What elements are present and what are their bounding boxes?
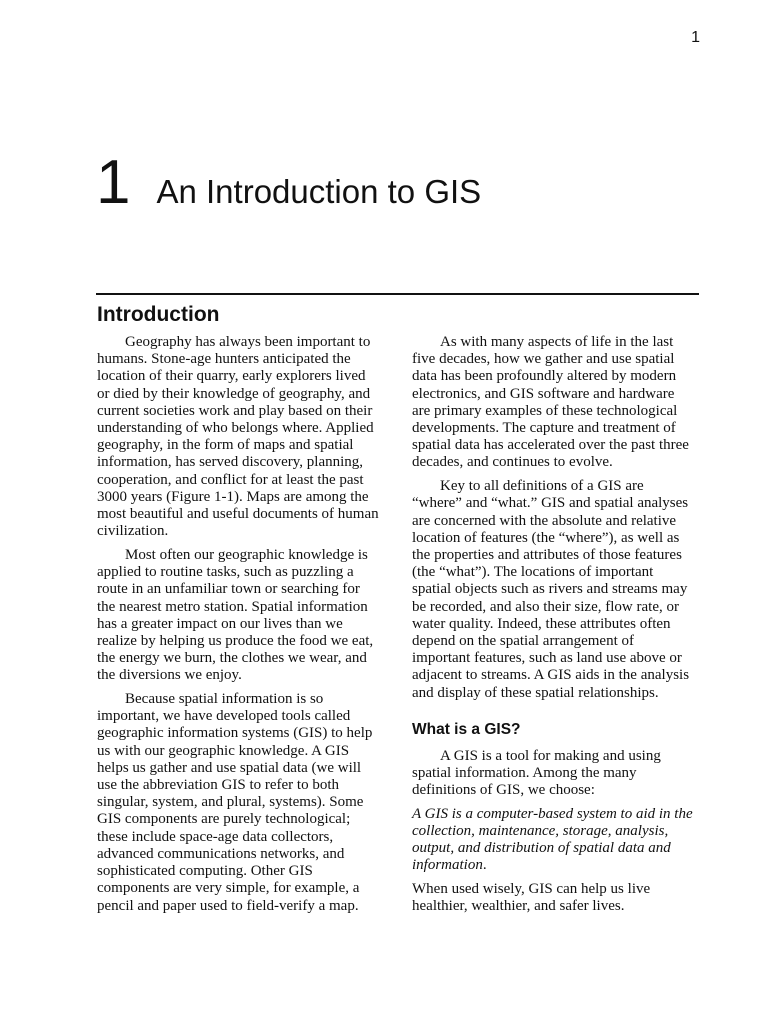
- gis-definition: [412, 806, 695, 875]
- paragraph: Geography has always been important to humans. Stone-age hunters anticipated the location of their quarry, early explorers lived or died by their knowledge of geography, and current societies work and play based on their understanding of who belongs where. Applied geography, in the form of maps and spatial information, has served discovery, planning, cooperation, and conflict for at least the past 3000 years (Figure 1-1). Maps are among the most beautiful and useful documents of human civilization.: [97, 334, 379, 540]
- paragraph: Most often our geographic knowledge is applied to routine tasks, such as puzzling a route in an unfamiliar town or searching for the nearest metro station. Spatial information has a greater impact on our lives than we realize by helping us produce the food we eat, the energy we burn, the clothes we wear, and the diversions we enjoy.: [97, 546, 374, 684]
- subsection-heading: What is a GIS?: [412, 720, 521, 738]
- right-column: [412, 334, 695, 922]
- chapter-number: 1: [96, 148, 131, 217]
- paragraph: As with many aspects of life in the last five decades, how we gather and use spatial data has been profoundly altered by modern electronics, and GIS software and hardware are primary examples of these technological developments. The capture and treatment of spatial data has accelerated over the past three decades, and continues to evolve.: [412, 334, 689, 471]
- chapter-heading: [96, 148, 481, 227]
- chapter-title: An Introduction to GIS: [156, 173, 482, 210]
- page-number: 1: [691, 29, 700, 46]
- section-divider: [96, 293, 699, 295]
- section-heading: Introduction: [97, 303, 220, 326]
- left-column: [97, 334, 380, 921]
- definition-text: A GIS is a computer-based system to aid in the collection, maintenance, storage, analysis, output, and distribution of spatial data and information: [412, 805, 693, 874]
- closing-paragraph: When used wisely, GIS can help us live healthier, wealthier, and safer lives.: [412, 881, 651, 915]
- paragraph: A GIS is a tool for making and using spatial information. Among the many definitions of GIS, we choose:: [412, 747, 661, 799]
- paragraph: Key to all definitions of a GIS are “where” and “what.” GIS and spatial analyses are concerned with the absolute and relative location of features (the “where”), as well as the properties and attributes of those features (the “what”). The locations of important spatial objects such as rivers and streams may be recorded, and also their size, flow rate, or water quality. Indeed, these attributes often depend on the spatial arrangement of important features, such as land use above or adjacent to streams. A GIS aids in the analysis and display of these spatial relationships.: [412, 478, 690, 701]
- paragraph: Because spatial information is so important, we have developed tools called geographic information systems (GIS) to help us with our geographic knowledge. A GIS helps us gather and use spatial data (we will use the abbreviation GIS to refer to both singular, system, and plural, systems). Some GIS components are purely technological; these include space-age data collectors, advanced communications networks, and sophisticated computing. Other GIS components are very simple, for example, a pencil and paper used to field-verify a map.: [97, 691, 373, 914]
- definition-period: .: [482, 857, 487, 874]
